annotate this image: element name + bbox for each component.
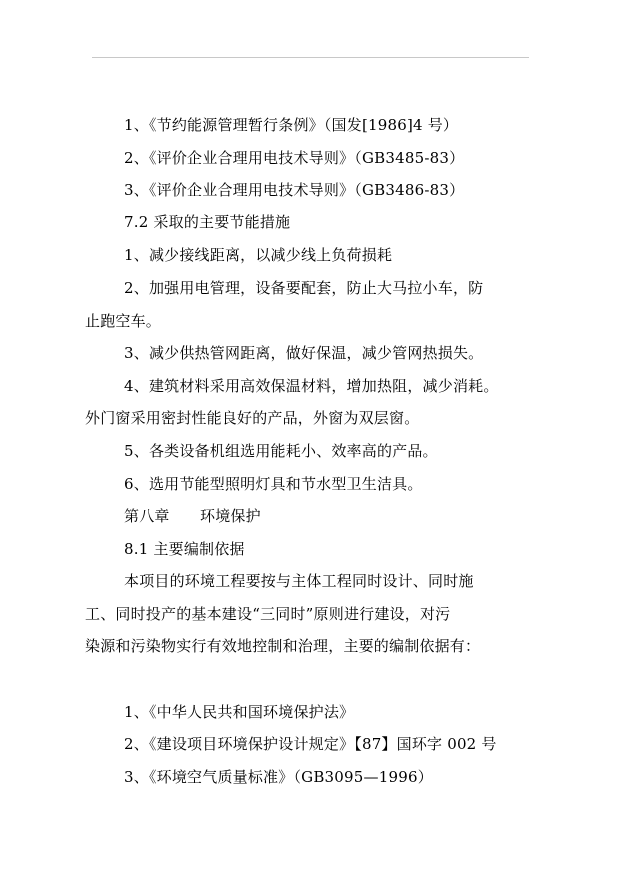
chapter-heading-8: 第八章 环境保护 (124, 507, 261, 525)
measure-item-3: 3、减少供热管网距离，做好保温，减少管网热损失。 (124, 344, 484, 362)
paragraph-line-3: 染源和污染物实行有效地控制和治理，主要的编制依据有： (85, 637, 481, 655)
basis-item-3: 3、《环境空气质量标准》（GB3095—1996） (124, 768, 433, 786)
reference-energy-regulation: 1、《节约能源管理暂行条例》（国发[1986]4 号） (124, 116, 459, 134)
measure-item-2-continued: 止跑空车。 (85, 312, 162, 330)
reference-gb3485: 2、《评价企业合理用电技术导则》（GB3485-83） (124, 149, 465, 167)
section-heading-7-2: 7.2 采取的主要节能措施 (124, 213, 291, 231)
basis-item-1: 1、《中华人民共和国环境保护法》 (124, 703, 355, 721)
measure-item-5: 5、各类设备机组选用能耗小、效率高的产品。 (124, 442, 438, 460)
reference-gb3486: 3、《评价企业合理用电技术导则》（GB3486-83） (124, 181, 465, 199)
measure-item-1: 1、减少接线距离，以减少线上负荷损耗 (124, 246, 393, 264)
section-heading-8-1: 8.1 主要编制依据 (124, 540, 245, 558)
measure-item-4-continued: 外门窗采用密封性能良好的产品，外窗为双层窗。 (85, 409, 420, 427)
header-rule (92, 57, 529, 58)
paragraph-line-2: 工、同时投产的基本建设“三同时”原则进行建设，对污 (85, 605, 451, 623)
measure-item-6: 6、选用节能型照明灯具和节水型卫生洁具。 (124, 475, 423, 493)
measure-item-2: 2、加强用电管理，设备要配套，防止大马拉小车，防 (124, 279, 484, 297)
paragraph-line-1: 本项目的环境工程要按与主体工程同时设计、同时施 (124, 572, 474, 590)
basis-item-2: 2、《建设项目环境保护设计规定》【87】国环字 002 号 (124, 735, 497, 753)
measure-item-4: 4、建筑材料采用高效保温材料，增加热阻，减少消耗。 (124, 377, 499, 395)
